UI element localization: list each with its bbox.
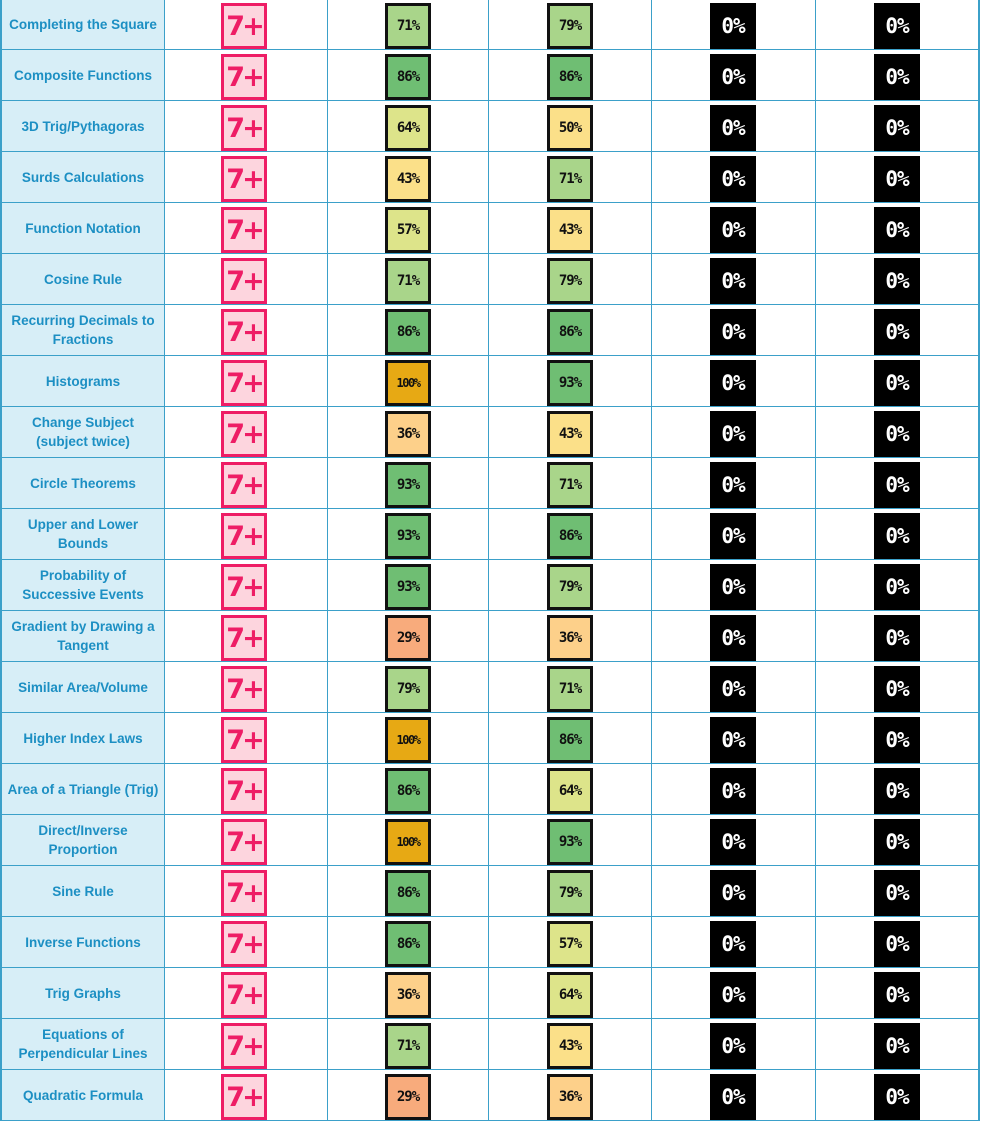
score-badge-zero: 0% — [874, 462, 920, 508]
topic-name: Direct/Inverse Proportion — [38, 823, 128, 857]
score-cell — [816, 764, 980, 815]
score-cell — [489, 866, 652, 917]
score-badge-zero: 0% — [710, 105, 756, 151]
score-badge: 71% — [385, 258, 431, 304]
score-badge: 43% — [547, 411, 593, 457]
topic-cell — [0, 509, 165, 560]
score-badge: 29% — [385, 615, 431, 661]
topic-name: Sine Rule — [52, 883, 114, 899]
score-cell — [328, 968, 489, 1019]
grade-cell — [165, 407, 328, 458]
score-badge-zero: 0% — [874, 3, 920, 49]
score-cell — [816, 305, 980, 356]
grade-badge: 7+ — [221, 105, 267, 151]
score-badge: 100% — [385, 717, 431, 763]
table-row — [0, 1019, 982, 1070]
score-badge-zero: 0% — [710, 819, 756, 865]
score-badge-zero: 0% — [710, 768, 756, 814]
topic-name: Similar Area/Volume — [18, 679, 148, 695]
score-cell — [816, 152, 980, 203]
score-badge-zero: 0% — [710, 666, 756, 712]
grade-badge: 7+ — [221, 360, 267, 406]
score-cell — [328, 356, 489, 407]
topic-name: Gradient by Drawing a Tangent — [11, 619, 155, 653]
score-cell — [328, 458, 489, 509]
topic-cell — [0, 1019, 165, 1070]
grade-badge: 7+ — [221, 309, 267, 355]
score-cell — [489, 101, 652, 152]
score-cell — [489, 407, 652, 458]
score-cell — [816, 611, 980, 662]
table-row — [0, 356, 982, 407]
topic-cell — [0, 815, 165, 866]
topic-name: Probability of Successive Events — [22, 568, 144, 602]
score-cell — [489, 560, 652, 611]
topic-name: Composite Functions — [14, 67, 152, 83]
score-badge-zero: 0% — [874, 921, 920, 967]
grade-badge: 7+ — [221, 717, 267, 763]
table-row — [0, 713, 982, 764]
grade-cell — [165, 152, 328, 203]
table-row — [0, 152, 982, 203]
topic-name: Inverse Functions — [25, 934, 141, 950]
topic-cell — [0, 866, 165, 917]
topic-cell — [0, 968, 165, 1019]
score-badge-zero: 0% — [874, 360, 920, 406]
score-cell — [816, 968, 980, 1019]
score-badge-zero: 0% — [874, 54, 920, 100]
score-badge: 79% — [547, 258, 593, 304]
grade-badge: 7+ — [221, 3, 267, 49]
grade-badge: 7+ — [221, 207, 267, 253]
score-cell — [816, 1070, 980, 1121]
topic-name: Equations of Perpendicular Lines — [18, 1027, 148, 1061]
score-cell — [489, 509, 652, 560]
score-badge: 57% — [547, 921, 593, 967]
grade-cell — [165, 254, 328, 305]
grade-cell — [165, 356, 328, 407]
table-row — [0, 407, 982, 458]
score-cell — [652, 560, 816, 611]
topic-name: Completing the Square — [9, 16, 157, 32]
score-badge: 36% — [547, 615, 593, 661]
score-badge-zero: 0% — [874, 768, 920, 814]
score-cell — [489, 917, 652, 968]
topic-name: Histograms — [45, 373, 121, 389]
topic-name: Change Subject (subject twice) — [31, 415, 134, 449]
score-badge-zero: 0% — [874, 411, 920, 457]
score-badge-zero: 0% — [710, 564, 756, 610]
grade-cell — [165, 815, 328, 866]
table-row — [0, 101, 982, 152]
grade-badge: 7+ — [221, 819, 267, 865]
topic-name: Trig Graphs — [45, 985, 121, 1001]
grade-badge: 7+ — [221, 411, 267, 457]
topic-name: Quadratic Formula — [22, 1087, 144, 1103]
topic-name: Recurring Decimals to Fractions — [11, 313, 155, 347]
grade-badge: 7+ — [221, 54, 267, 100]
score-badge-zero: 0% — [710, 360, 756, 406]
score-cell — [652, 0, 816, 50]
score-badge: 29% — [385, 1074, 431, 1120]
score-cell — [652, 50, 816, 101]
score-badge: 64% — [547, 972, 593, 1018]
score-badge-zero: 0% — [710, 972, 756, 1018]
score-cell — [816, 713, 980, 764]
grade-cell — [165, 560, 328, 611]
score-cell — [652, 509, 816, 560]
score-badge-zero: 0% — [874, 819, 920, 865]
score-badge-zero: 0% — [710, 870, 756, 916]
score-badge-zero: 0% — [874, 156, 920, 202]
score-badge: 100% — [385, 819, 431, 865]
topic-name: Area of a Triangle (Trig) — [7, 781, 159, 797]
score-badge: 57% — [385, 207, 431, 253]
table-row — [0, 917, 982, 968]
grade-cell — [165, 968, 328, 1019]
score-badge-zero: 0% — [710, 717, 756, 763]
score-cell — [489, 0, 652, 50]
score-cell — [489, 713, 652, 764]
score-cell — [328, 509, 489, 560]
score-badge: 64% — [547, 768, 593, 814]
grade-badge: 7+ — [221, 870, 267, 916]
score-cell — [328, 764, 489, 815]
score-badge: 36% — [547, 1074, 593, 1120]
score-cell — [816, 815, 980, 866]
table-row — [0, 458, 982, 509]
score-badge: 36% — [385, 972, 431, 1018]
topic-cell — [0, 1070, 165, 1121]
grade-badge: 7+ — [221, 666, 267, 712]
score-badge: 71% — [385, 1023, 431, 1069]
score-cell — [489, 1019, 652, 1070]
topic-name: 3D Trig/Pythagoras — [21, 118, 145, 134]
grade-cell — [165, 917, 328, 968]
score-badge: 79% — [385, 666, 431, 712]
score-badge-zero: 0% — [710, 462, 756, 508]
score-badge: 43% — [547, 1023, 593, 1069]
score-cell — [652, 305, 816, 356]
score-badge-zero: 0% — [874, 615, 920, 661]
grade-badge: 7+ — [221, 258, 267, 304]
score-badge: 93% — [385, 462, 431, 508]
topic-cell — [0, 917, 165, 968]
score-cell — [328, 713, 489, 764]
score-cell — [489, 356, 652, 407]
score-badge-zero: 0% — [874, 1023, 920, 1069]
score-badge-zero: 0% — [710, 54, 756, 100]
score-cell — [489, 662, 652, 713]
score-badge: 86% — [385, 870, 431, 916]
score-cell — [328, 917, 489, 968]
grade-badge: 7+ — [221, 462, 267, 508]
score-cell — [816, 1019, 980, 1070]
score-cell — [816, 917, 980, 968]
table-row — [0, 254, 982, 305]
topic-cell — [0, 152, 165, 203]
topic-cell — [0, 713, 165, 764]
score-cell — [489, 50, 652, 101]
grade-badge: 7+ — [221, 615, 267, 661]
score-badge: 86% — [385, 309, 431, 355]
score-cell — [816, 254, 980, 305]
score-badge-zero: 0% — [874, 105, 920, 151]
score-cell — [489, 458, 652, 509]
score-cell — [816, 203, 980, 254]
score-cell — [489, 1070, 652, 1121]
table-row — [0, 560, 982, 611]
score-badge: 36% — [385, 411, 431, 457]
score-badge-zero: 0% — [874, 207, 920, 253]
topic-name: Higher Index Laws — [23, 730, 143, 746]
score-cell — [816, 101, 980, 152]
score-badge: 86% — [547, 309, 593, 355]
score-badge-zero: 0% — [710, 156, 756, 202]
grade-cell — [165, 713, 328, 764]
table-row — [0, 764, 982, 815]
table-row — [0, 815, 982, 866]
topic-cell — [0, 254, 165, 305]
grade-cell — [165, 662, 328, 713]
grade-cell — [165, 1070, 328, 1121]
grade-badge: 7+ — [221, 564, 267, 610]
table-row — [0, 662, 982, 713]
score-badge: 86% — [547, 513, 593, 559]
grade-badge: 7+ — [221, 972, 267, 1018]
score-badge: 50% — [547, 105, 593, 151]
score-badge: 100% — [385, 360, 431, 406]
score-cell — [652, 662, 816, 713]
score-badge-zero: 0% — [710, 258, 756, 304]
score-cell — [816, 866, 980, 917]
score-cell — [328, 815, 489, 866]
score-badge: 79% — [547, 564, 593, 610]
topic-cell — [0, 305, 165, 356]
score-cell — [816, 407, 980, 458]
grade-badge: 7+ — [221, 921, 267, 967]
table-row — [0, 203, 982, 254]
score-cell — [489, 152, 652, 203]
score-cell — [328, 101, 489, 152]
table-row — [0, 968, 982, 1019]
score-badge-zero: 0% — [874, 972, 920, 1018]
topic-name: Surds Calculations — [21, 169, 145, 185]
topic-cell — [0, 0, 165, 50]
score-badge-zero: 0% — [710, 1023, 756, 1069]
topic-cell — [0, 662, 165, 713]
grade-cell — [165, 1019, 328, 1070]
grade-cell — [165, 0, 328, 50]
topic-cell — [0, 407, 165, 458]
grade-badge: 7+ — [221, 768, 267, 814]
score-badge-zero: 0% — [710, 921, 756, 967]
score-cell — [328, 152, 489, 203]
score-cell — [652, 203, 816, 254]
score-cell — [328, 1070, 489, 1121]
grade-cell — [165, 458, 328, 509]
topic-cell — [0, 458, 165, 509]
score-badge-zero: 0% — [874, 309, 920, 355]
score-cell — [652, 458, 816, 509]
table-row — [0, 305, 982, 356]
score-badge-zero: 0% — [874, 717, 920, 763]
score-cell — [489, 968, 652, 1019]
score-badge-zero: 0% — [710, 1074, 756, 1120]
score-badge: 86% — [385, 921, 431, 967]
score-cell — [328, 50, 489, 101]
score-cell — [328, 0, 489, 50]
score-cell — [328, 1019, 489, 1070]
grade-badge: 7+ — [221, 1023, 267, 1069]
score-cell — [652, 407, 816, 458]
topic-cell — [0, 203, 165, 254]
score-badge: 71% — [547, 666, 593, 712]
table-row — [0, 611, 982, 662]
score-cell — [328, 560, 489, 611]
grade-cell — [165, 866, 328, 917]
score-cell — [328, 662, 489, 713]
score-cell — [652, 713, 816, 764]
score-cell — [816, 50, 980, 101]
table-row — [0, 1070, 982, 1121]
score-badge: 86% — [547, 717, 593, 763]
score-badge: 79% — [547, 870, 593, 916]
topic-name: Cosine Rule — [43, 271, 122, 287]
score-cell — [489, 203, 652, 254]
score-cell — [816, 356, 980, 407]
grade-cell — [165, 764, 328, 815]
score-badge-zero: 0% — [874, 1074, 920, 1120]
topic-cell — [0, 560, 165, 611]
score-cell — [328, 203, 489, 254]
score-badge: 71% — [385, 3, 431, 49]
score-cell — [652, 101, 816, 152]
score-badge-zero: 0% — [710, 411, 756, 457]
score-badge: 71% — [547, 156, 593, 202]
score-badge: 93% — [385, 564, 431, 610]
score-cell — [328, 611, 489, 662]
topic-name: Function Notation — [25, 220, 141, 236]
table-row — [0, 0, 982, 50]
score-cell — [652, 866, 816, 917]
grade-badge: 7+ — [221, 156, 267, 202]
score-badge-zero: 0% — [710, 615, 756, 661]
score-badge: 86% — [385, 768, 431, 814]
topic-name: Upper and Lower Bounds — [27, 517, 139, 551]
score-cell — [816, 662, 980, 713]
score-badge-zero: 0% — [710, 207, 756, 253]
score-badge-zero: 0% — [874, 513, 920, 559]
table-row — [0, 866, 982, 917]
score-cell — [652, 968, 816, 1019]
score-badge-zero: 0% — [710, 3, 756, 49]
score-cell — [489, 764, 652, 815]
grade-cell — [165, 509, 328, 560]
grade-badge: 7+ — [221, 1074, 267, 1120]
score-cell — [816, 0, 980, 50]
score-badge: 43% — [385, 156, 431, 202]
score-badge: 93% — [385, 513, 431, 559]
topic-cell — [0, 356, 165, 407]
grade-badge: 7+ — [221, 513, 267, 559]
score-badge: 93% — [547, 819, 593, 865]
score-cell — [652, 356, 816, 407]
score-cell — [816, 560, 980, 611]
score-cell — [652, 611, 816, 662]
score-cell — [652, 1070, 816, 1121]
score-cell — [816, 509, 980, 560]
score-cell — [652, 152, 816, 203]
score-badge-zero: 0% — [710, 513, 756, 559]
topic-cell — [0, 50, 165, 101]
topic-cell — [0, 101, 165, 152]
score-cell — [652, 764, 816, 815]
score-cell — [652, 815, 816, 866]
score-cell — [652, 917, 816, 968]
score-cell — [489, 815, 652, 866]
grade-cell — [165, 611, 328, 662]
score-cell — [328, 866, 489, 917]
score-badge: 71% — [547, 462, 593, 508]
score-badge-zero: 0% — [710, 309, 756, 355]
score-cell — [328, 407, 489, 458]
score-badge-zero: 0% — [874, 564, 920, 610]
score-badge: 93% — [547, 360, 593, 406]
topic-cell — [0, 764, 165, 815]
score-badge: 64% — [385, 105, 431, 151]
table-row — [0, 50, 982, 101]
grade-cell — [165, 203, 328, 254]
score-cell — [489, 611, 652, 662]
score-cell — [652, 254, 816, 305]
grade-cell — [165, 101, 328, 152]
score-badge: 79% — [547, 3, 593, 49]
grade-cell — [165, 305, 328, 356]
score-cell — [489, 254, 652, 305]
topic-name: Circle Theorems — [30, 475, 136, 491]
score-cell — [328, 254, 489, 305]
score-badge: 43% — [547, 207, 593, 253]
score-badge-zero: 0% — [874, 258, 920, 304]
score-badge: 86% — [385, 54, 431, 100]
score-badge-zero: 0% — [874, 870, 920, 916]
score-badge: 86% — [547, 54, 593, 100]
score-badge-zero: 0% — [874, 666, 920, 712]
score-cell — [489, 305, 652, 356]
score-cell — [328, 305, 489, 356]
score-cell — [652, 1019, 816, 1070]
table-row — [0, 509, 982, 560]
score-cell — [816, 458, 980, 509]
grade-cell — [165, 50, 328, 101]
topic-cell — [0, 611, 165, 662]
